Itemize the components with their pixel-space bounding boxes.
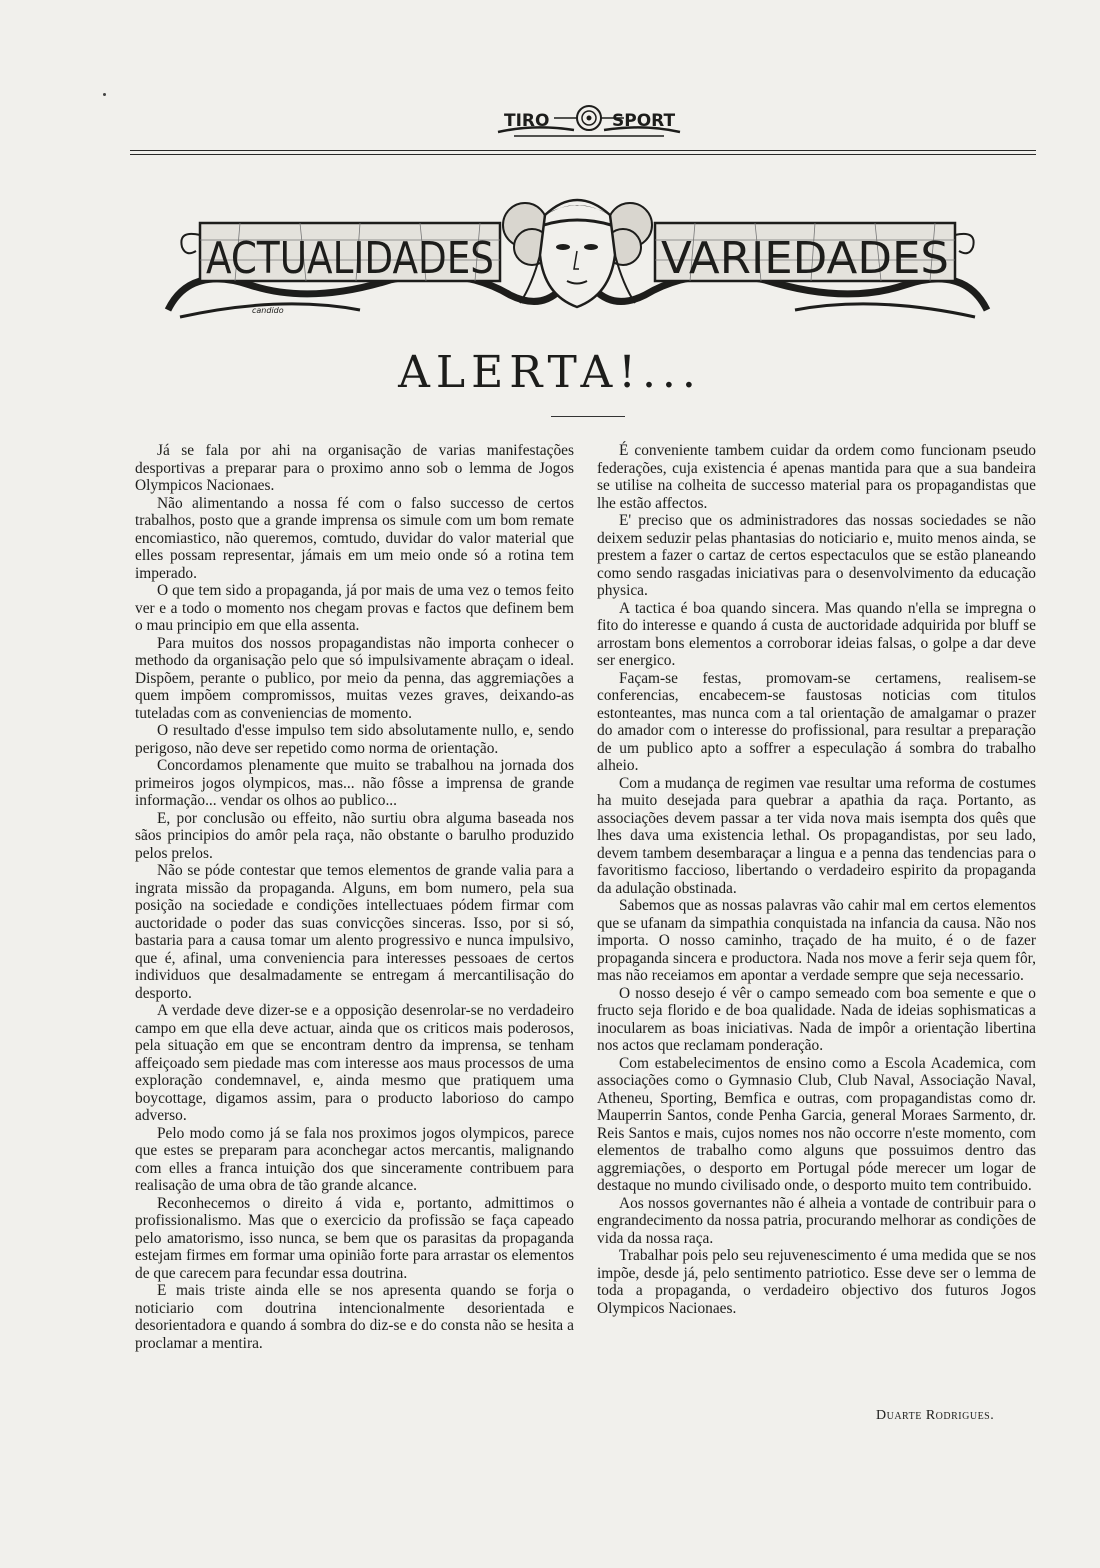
title-rule	[551, 416, 625, 417]
masthead-logo	[494, 96, 684, 142]
paragraph: Não alimentando a nossa fé com o falso successo de certos trabalhos, posto que a grande imprensa os simule com um bom remate encomiastico, não queremos, comtudo, duvidar do valor material que elles possam representar, jámais em um meio onde só a rotina tem imperado.	[135, 494, 574, 582]
article-column-right	[597, 442, 1036, 1317]
masthead-right: SPORT	[612, 111, 676, 131]
paragraph: O resultado d'esse impulso tem sido absolutamente nullo, e, sendo perigoso, não deve ser repetido como norma de orientação.	[135, 722, 574, 757]
paragraph: O nosso desejo é vêr o campo semeado com boa semente e que o fructo seja florido e de boa qualidade. Nada de ideias sophismaticas a inocularem as boas iniciativas. Nada de impôr a orientação libertina nos actos que reclamam ponderação.	[597, 984, 1036, 1054]
article-title: ALERTA!...	[398, 347, 702, 398]
masthead-left: TIRO	[504, 111, 550, 131]
paragraph: Para muitos dos nossos propagandistas não importa conhecer o methodo da organisação pelo que só impulsivamente abraçam o ideal. Dispõem, perante o publico, por meio da penna, das aggremiações a quem impõem compromissos, muitas vezes graves, deixando-as tuteladas com as conveniencias de momento.	[135, 634, 574, 722]
paragraph: Com estabelecimentos de ensino como a Escola Academica, com associações como o Gymnasio Club, Club Naval, Associação Naval, Atheneu, Sporting, Bemfica e outras, com propagandistas como dr. Mauperrin Santos, conde Penha Garcia, general Moraes Sarmento, dr. Reis Santos e mais, cujos nomes nos não occorre n'este momento, com elementos de trabalho como alguns que possuimos dentro das aggremiações, o desporto em Portugal póde merecer um logar de destaque no mundo civilisado onde, o desporto muito tem contribuido.	[597, 1054, 1036, 1194]
paragraph: Façam-se festas, promovam-se certamens, realisem-se conferencias, encabecem-se faustosas noticias com titulos estonteantes, mas nunca com a tal orientação de amalgamar o prazer do amador com o interesse do profissional, para resultar a preparação de um publico apto a soffrer a especulação á sombra do trabalho alheio.	[597, 669, 1036, 774]
paragraph: A verdade deve dizer-se e a opposição desenrolar-se no verdadeiro campo em que ella deve actuar, ainda que os criticos mais poderosos, pela situação em que se encontram dentro da imprensa, se tenham affeiçoado sem piedade mas com interesse aos maus processos de uma exploração condemnavel, e, ainda mesmo que pratiquem uma boycottage, digamos assim, para o producto laborioso do campo adverso.	[135, 1002, 574, 1124]
ink-speck	[103, 93, 106, 96]
header-rule	[130, 150, 1036, 155]
author-signature: Duarte Rodrigues.	[876, 1408, 995, 1423]
section-banner	[160, 185, 995, 325]
banner-right-word: VARIEDADES	[661, 233, 949, 284]
banner-artist-signature: candido	[252, 306, 284, 315]
paragraph: Aos nossos governantes não é alheia a vontade de contribuir para o engrandecimento da nossa patria, procurando melhorar as condições de vida da nossa raça.	[597, 1194, 1036, 1247]
paragraph: A tactica é boa quando sincera. Mas quando n'ella se impregna o fito do interesse e quando á custa de auctoridade adquirida por bluff se arrostam bons elementos a corroborar ideias falsas, o golpe a dar deve ser energico.	[597, 599, 1036, 669]
paragraph: E mais triste ainda elle se nos apresenta quando se forja o noticiario com doutrina intencionalmente desorientada e desorientadora e quando á sombra do diz-se e do consta não se hesita a proclamar a mentira.	[135, 1282, 574, 1352]
paragraph: Pelo modo como já se fala nos proximos jogos olympicos, parece que estes se preparam para aconchegar actos mercantis, malignando com elles a franca intuição dos que sinceramente contribuem para realisação de uma obra de tão grande alcance.	[135, 1124, 574, 1194]
paragraph: Concordamos plenamente que muito se trabalhou na jornada dos primeiros jogos olympicos, mas... não fôsse a imprensa de grande informação... vendar os olhos ao publico...	[135, 757, 574, 809]
paragraph: E' preciso que os administradores das nossas sociedades se não deixem seduzir pelas phantasias do noticiario e, muito menos ainda, se prestem a fazer o cartaz de certos espectaculos que se estão planeando como sendo rasgadas iniciativas para o desenvolvimento da educação physica.	[597, 512, 1036, 599]
paragraph: Reconhecemos o direito á vida e, portanto, admittimos o profissionalismo. Mas que o exercicio da profissão se faça capeado pelo amatorismo, isso nunca, se bem que os parasitas da propaganda estejam firmes em formar uma opinião forte para arrastar os elementos de que carecem para fecundar essa doutrina.	[135, 1194, 574, 1282]
paragraph: Trabalhar pois pelo seu rejuvenescimento é uma medida que se nos impõe, desde já, pelo sentimento patriotico. Esse deve ser o lemma de toda a propaganda, o verdadeiro objectivo dos futuros Jogos Olympicos Nacionaes.	[597, 1247, 1036, 1317]
article-column-left	[135, 442, 574, 1352]
banner-left-word: ACTUALIDADES	[206, 233, 494, 284]
paragraph: Com a mudança de regimen vae resultar uma reforma de costumes ha muito desejada para quebrar a apathia da raça. Portanto, as associações devem passar a ter vida nova mais isempta dos quês que lhes dava uma existencia lethal. Os propagandistas, por seu lado, devem tambem desembaraçar a lingua e a penna das tendencias para o favoritismo faccioso, libertando o verdadeiro espirito da propaganda da adulação obstinada.	[597, 774, 1036, 897]
paragraph: Sabemos que as nossas palavras vão cahir mal em certos elementos que se ufanam da simpathia conquistada na infancia da causa. Não nos importa. O nosso caminho, traçado de ha muito, é o de fazer propaganda sincera e productora. Nada nos move a ferir seja quem fôr, mas não receiamos em apontar a verdade sempre que seja necessario.	[597, 897, 1036, 984]
paragraph: Não se póde contestar que temos elementos de grande valia para a ingrata missão da propaganda. Alguns, em bom numero, pela sua posição na sociedade e condições intellectuaes pódem firmar com auctoridade o poder das suas convicções sinceras. Isso, por si só, bastaria para a causa tomar um alento progressivo e nunca impulsivo, que é, afinal, uma conveniencia para interesses pessoaes de certos individuos que desalmadamente se entregam á mercantilisação do desporto.	[135, 862, 574, 1002]
paragraph: E, por conclusão ou effeito, não surtiu obra alguma baseada nos sãos principios do amôr pela raça, não obstante o barulho produzido pelos prelos.	[135, 809, 574, 862]
paragraph: O que tem sido a propaganda, já por mais de uma vez o temos feito ver e a todo o momento nos chegam provas e factos que definem bem o mau principio em que ella assenta.	[135, 582, 574, 634]
paragraph: Já se fala por ahi na organisação de varias manifestações desportivas a preparar para o proximo anno sob o lemma de Jogos Olympicos Nacionaes.	[135, 442, 574, 494]
paragraph: É conveniente tambem cuidar da ordem como funcionam pseudo federações, cuja existencia é apenas mantida para que a sua bandeira se utilise na colheita de successo material para os propagandistas que lhe estão affectos.	[597, 442, 1036, 512]
